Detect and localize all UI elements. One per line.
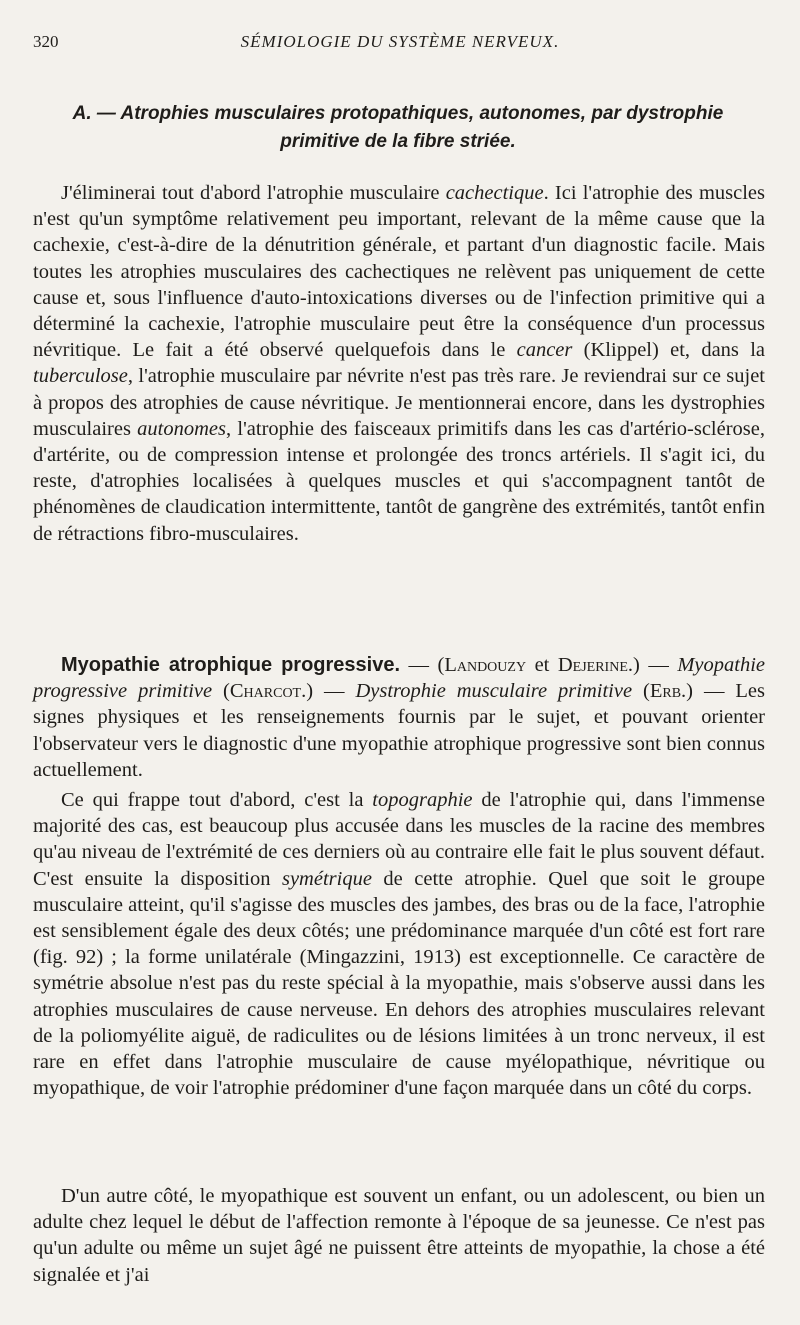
term-tuberculose: tuberculose (33, 365, 128, 388)
paragraph-age: D'un autre côté, le myopathique est souvent un enfant, ou un adolescent, ou bien un adulte chez lequel le début de l'affection remonte à l'époque de sa jeunesse. Ce n'est pas qu'un adulte ou même un sujet âgé ne puissent être atteints de myopathie, la chose a été signalée et j'ai (33, 1185, 765, 1286)
paragraph-cachectic-atrophy: J'éliminerai tout d'abord l'atrophie musculaire cachectique. Ici l'atrophie des muscles n'est qu'un symptôme relativement peu important, relevant de la même cause que la cachexie, c'est-à-dire de la dénutrition générale, et partant d'un diagnostic facile. Mais toutes les atrophies musculaires des cachectiques ne relèvent pas uniquement de cette cause et, sous l'influence d'auto-intoxications diverses ou de l'infection primitive qui a déterminé la cachexie, l'atrophie musculaire peut être la conséquence d'un processus névritique. Le fait a été observé quelquefois dans le cancer (Klippel) et, dans la tuberculose, l'atrophie musculaire par névrite n'est pas très rare. Je reviendrai sur ce sujet à propos des atrophies de cause névritique. Je mentionnerai encore, dans les dystrophies musculaires autonomes, l'atrophie des faisceaux primitifs dans les cas d'artério-sclérose, d'artérite, ou de compression intense et prolongée des troncs artériels. Il s'agit ici, du reste, d'atrophies localisées à quelques muscles et qui s'accompagnent tantôt de phénomènes de claudication intermittente, tantôt de gangrène des extrémités, tantôt enfin de rétractions fibro-musculaires. (33, 182, 766, 545)
section-heading-a (33, 100, 763, 156)
running-head (0, 32, 800, 56)
section-heading-line-1: A. — Atrophies musculaires protopathiques, autonomes, par dystrophie (72, 103, 724, 124)
running-title: SÉMIOLOGIE DU SYSTÈME NERVEUX. (240, 32, 560, 51)
page-number: 320 (33, 32, 59, 51)
term-symetrique: symétrique (281, 867, 372, 890)
section-title-myopathie: Myopathie atrophique progressive. (61, 654, 401, 676)
term-cachectique: cachectique (445, 182, 544, 204)
section-heading-line-2: primitive de la fibre striée. (280, 131, 516, 152)
term-autonomes: autonomes (137, 417, 226, 440)
term-cancer: cancer (516, 339, 573, 362)
paragraph-topography: Ce qui frappe tout d'abord, c'est la topographie de l'atrophie qui, dans l'immense majorité des cas, est beaucoup plus accusée dans les muscles de la racine des membres qu'au niveau de l'extrémité de ces derniers où au contraire elle fait le plus souvent défaut. C'est ensuite la disposition symétrique de cette atrophie. Quel que soit le groupe musculaire atteint, qu'il s'agisse des muscles des jambes, des bras ou de la face, l'atrophie est sensiblement égale des deux côtés; une prédominance marquée d'un côté est fort rare (fig. 92) ; la forme unilatérale (Mingazzini, 1913) est exceptionnelle. Ce caractère de symétrie absolue n'est pas du reste spécial à la myopathie, mais s'observe aussi dans les atrophies musculaires de cause nerveuse. En dehors des atrophies musculaires relevant de la poliomyélite aiguë, de radiculites ou de lésions limitées à un tronc nerveux, il est rare en effet dans l'atrophie musculaire de cause myélopathique, névritique ou myopathique, de voir l'atrophie prédominer d'une façon marquée dans un côté du corps. (33, 789, 765, 1100)
term-topographie: topographie (372, 789, 473, 811)
paragraph-myopathy-intro: Myopathie atrophique progressive. — (Landouzy et Dejerine.) — Myopathie progressive primitive (Charcot.) — Dystrophie musculaire primitive (Erb.) — Les signes physiques et les renseignements fournis par le sujet, et pouvant orienter l'observateur vers le diagnostic d'une myopathie atrophique progressive sont bien connus actuellement. (33, 654, 765, 781)
